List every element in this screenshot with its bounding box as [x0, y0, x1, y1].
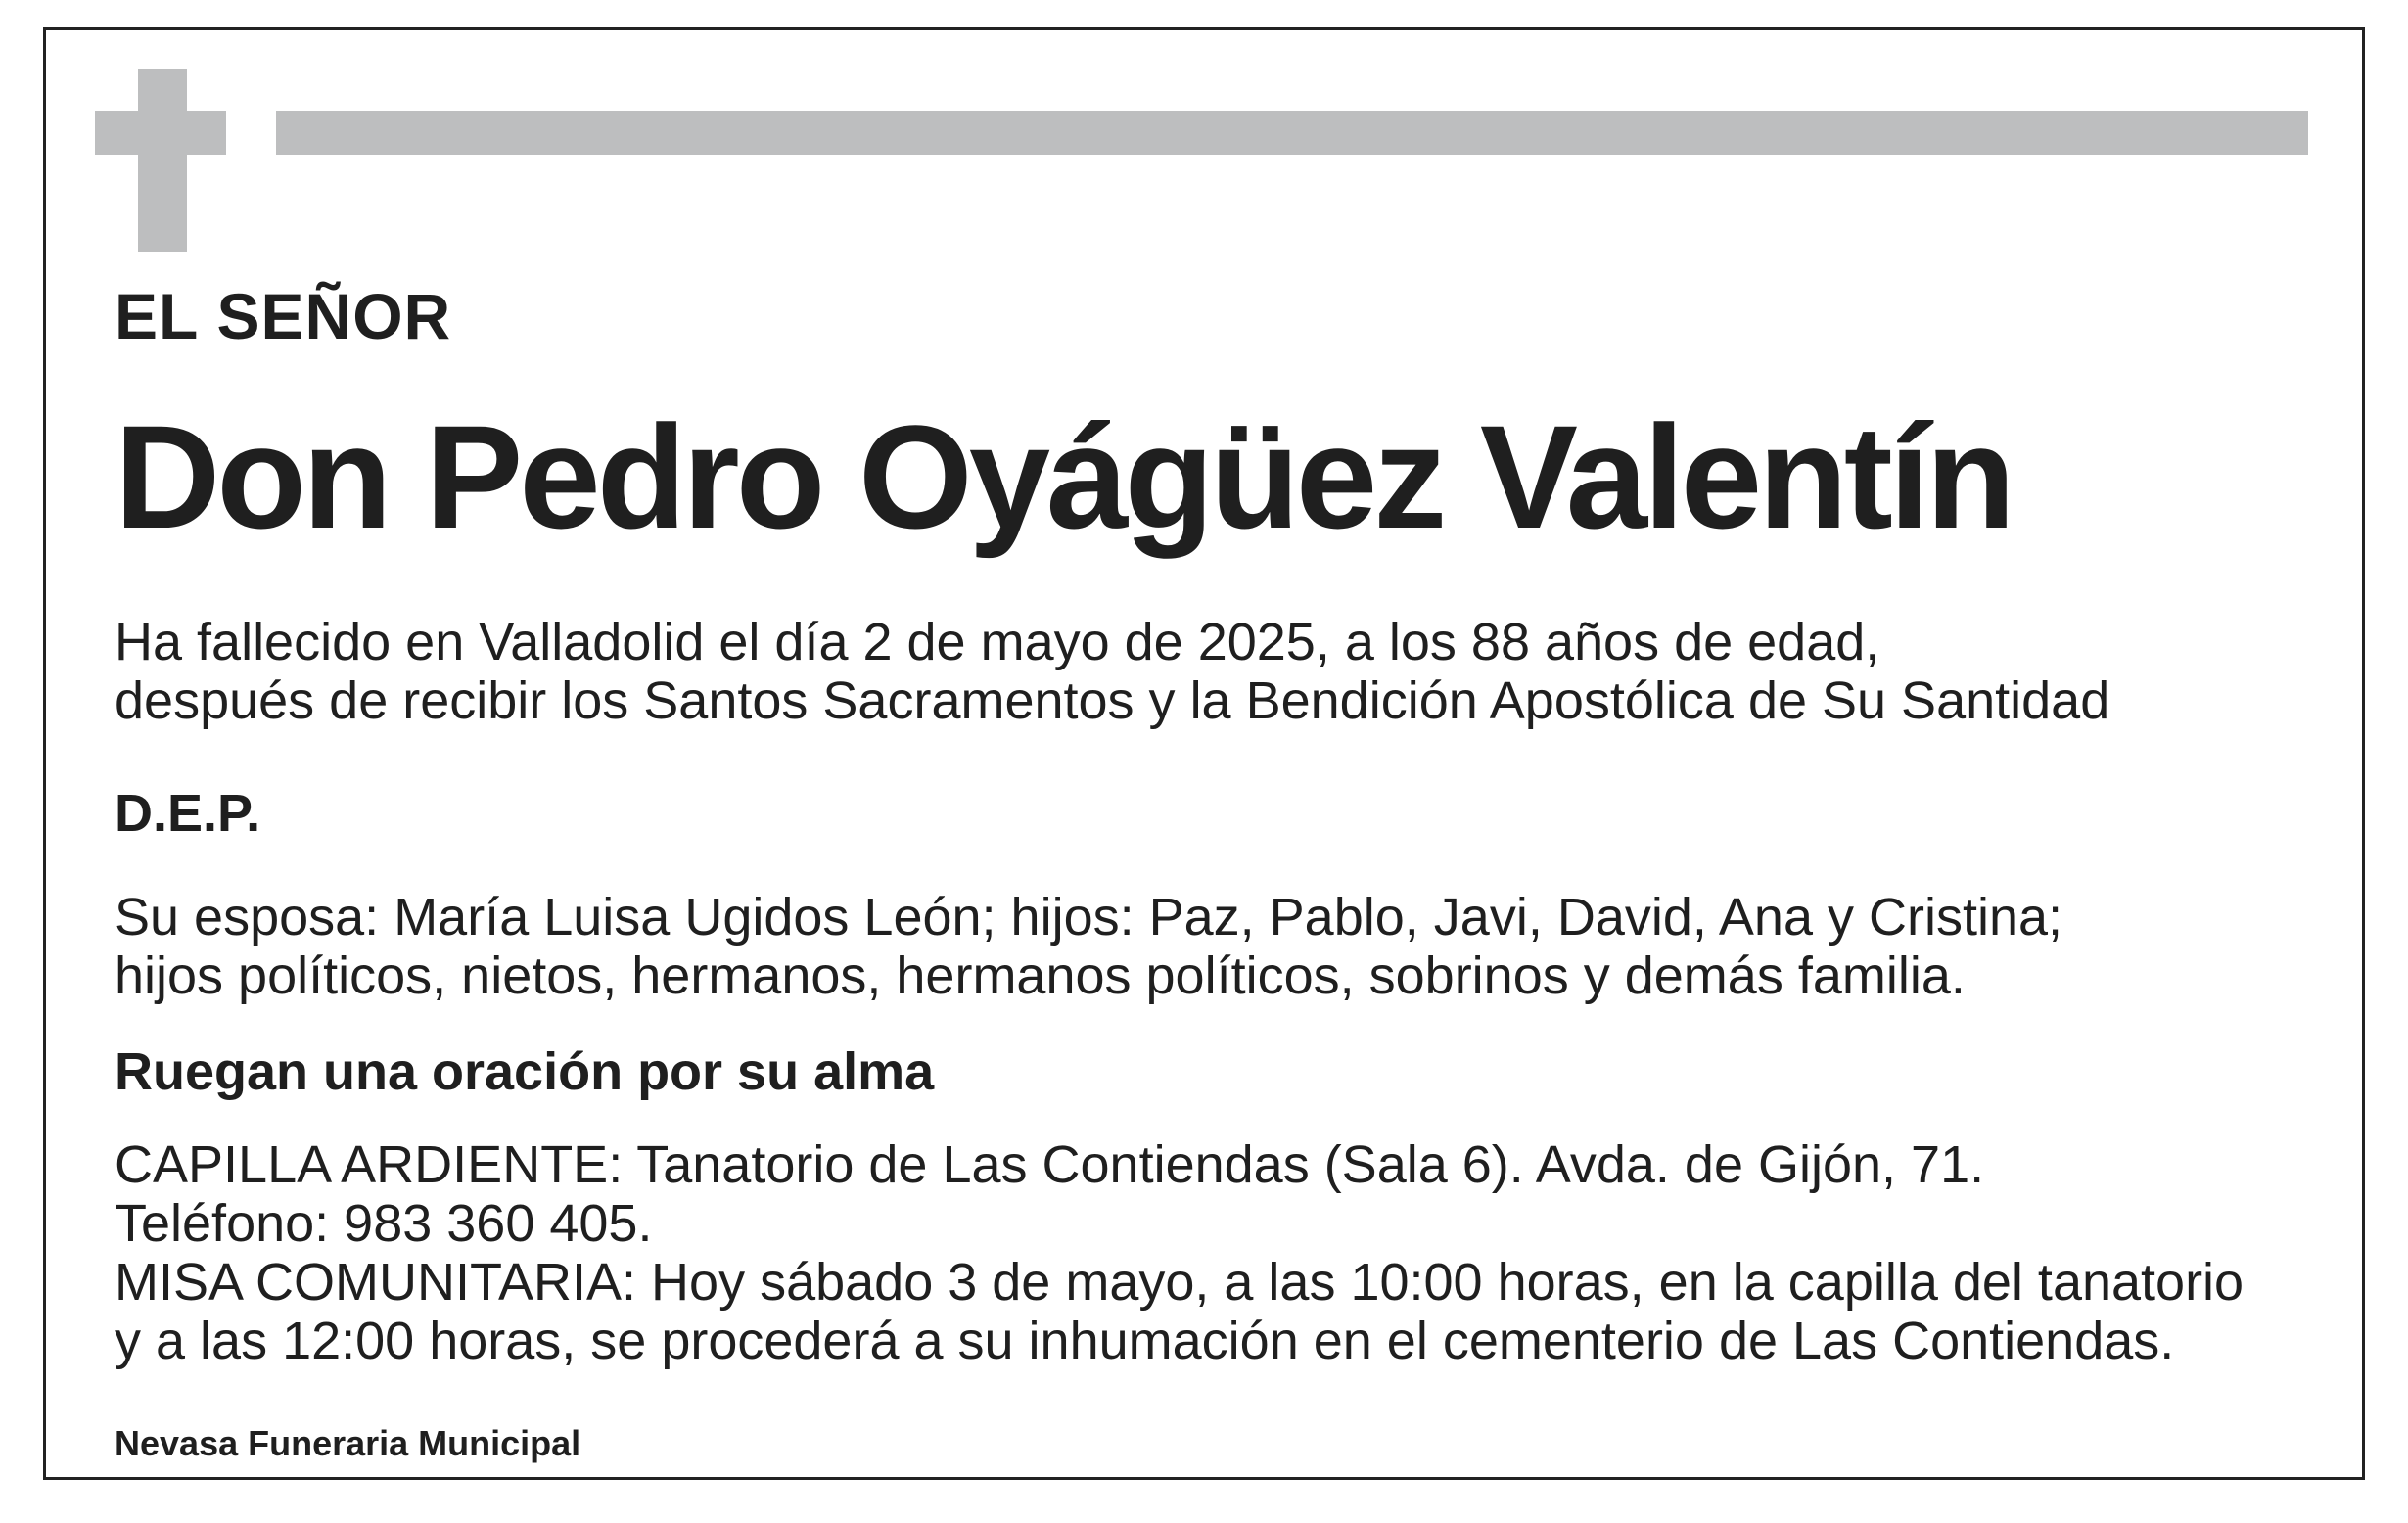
death-notice-line-1: Ha fallecido en Valladolid el día 2 de mayo de 2025, a los 88 años de edad, — [115, 613, 1880, 671]
honorific: EL SEÑOR — [115, 280, 452, 352]
family-line-2: hijos políticos, nietos, hermanos, hermanos políticos, sobrinos y demás familia. — [115, 946, 1966, 1005]
rip-label: D.E.P. — [115, 784, 261, 843]
family-line-1: Su esposa: María Luisa Ugidos León; hijos: Paz, Pablo, Javi, David, Ana y Cristina; — [115, 888, 2063, 946]
deceased-name: Don Pedro Oyágüez Valentín — [115, 394, 2013, 559]
arrangements-line-2: Teléfono: 983 360 405. — [115, 1194, 653, 1253]
prayer-request: Ruegan una oración por su alma — [115, 1042, 935, 1101]
death-notice-line-2: después de recibir los Santos Sacramentos y la Bendición Apostólica de Su Santidad — [115, 671, 2110, 730]
funeral-home: Nevasa Funeraria Municipal — [115, 1423, 581, 1463]
cross-icon-horizontal — [95, 111, 226, 155]
arrangements-line-3: MISA COMUNITARIA: Hoy sábado 3 de mayo, a las 10:00 horas, en la capilla del tanatorio — [115, 1253, 2245, 1312]
arrangements-line-4: y a las 12:00 horas, se procederá a su inhumación en el cementerio de Las Contiendas. — [115, 1312, 2175, 1370]
header-rule — [276, 111, 2308, 155]
cross-icon-vertical — [138, 69, 187, 252]
arrangements-line-1: CAPILLA ARDIENTE: Tanatorio de Las Contiendas (Sala 6). Avda. de Gijón, 71. — [115, 1135, 1985, 1194]
